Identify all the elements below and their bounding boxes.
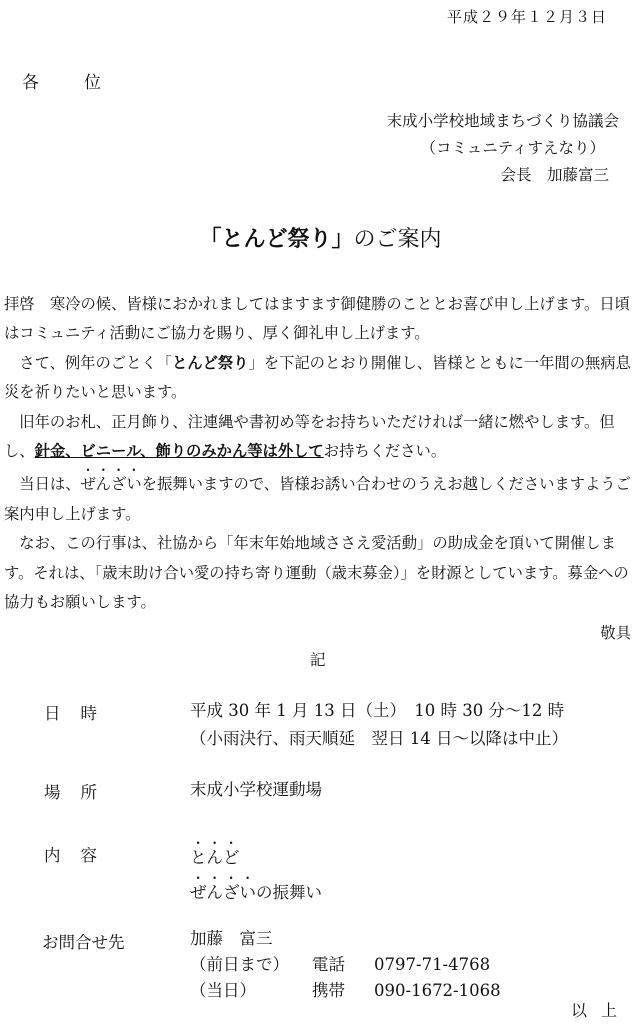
- paragraph-greeting: 拝啓 寒冷の候、皆様におかれましてはますます御健勝のこととお喜び申し上げます。日頃はコミュニティ活動にご協力を賜り、厚く御礼申し上げます。: [4, 295, 630, 343]
- content-zenzai-post: の振舞い: [256, 883, 322, 902]
- p3-text-pre: 旧年のお札、正月飾り、注連縄や書初め等をお持ちいただければ一緒に燃やします。但し、: [4, 412, 615, 461]
- sender-organization: 末成小学校地域まちづくり協議会: [386, 112, 619, 130]
- letter-body: [4, 290, 638, 617]
- title-event-name: 「とんど祭り」: [199, 227, 354, 252]
- title-suffix: のご案内: [353, 227, 442, 252]
- p3-warning: 針金、ビニール、飾りのみかん等は外して: [34, 442, 324, 461]
- content-block: [190, 839, 322, 909]
- sender-block: [387, 108, 619, 189]
- sender-chair: 会長 加藤富三: [500, 166, 609, 184]
- contact-row: [190, 952, 501, 978]
- content-label: 内容: [44, 846, 117, 865]
- p4-text-pre: 当日は、: [19, 475, 81, 494]
- contact-type: 電話: [312, 955, 345, 974]
- datetime-label: 日時: [44, 704, 117, 723]
- p2-text-post: 」を下記のとおり開催し、皆様とともに一年間の無病息災を祈りたいと思います。: [4, 353, 631, 402]
- paragraph-event: [4, 349, 638, 408]
- p2-event-name: とんど祭り: [171, 353, 249, 372]
- p4-zenzai: ぜんざい: [80, 475, 142, 494]
- datetime-block: [190, 697, 568, 753]
- closing-keigu: 敬具: [600, 624, 631, 642]
- p4-text-post: を振舞いますので、皆様お誘い合わせのうえお越しくださいますようご案内申し上げます。: [4, 475, 631, 523]
- datetime-value: 平成 30 年 1 月 13 日（土） 10 時 30 分～12 時: [190, 701, 565, 720]
- page-title: [0, 222, 641, 253]
- contact-when: （前日まで）: [190, 955, 289, 974]
- contact-label: お問合せ先: [42, 933, 125, 952]
- paragraph-funding: なお、この行事は、社協から「年末年始地域ささえ愛活動」の助成金を頂いて開催します。それは、「歳末助け合い愛の持ち寄り運動（歳末募金）」を財源としています。募金への協力もお願いします。: [4, 534, 629, 612]
- paragraph-items: [4, 408, 638, 467]
- content-zenzai: ぜんざい: [190, 883, 256, 902]
- datetime-note: （小雨決行、雨天順延 翌日 14 日～以降は中止）: [190, 729, 568, 748]
- document-date: 平成２９年１２月３日: [446, 8, 607, 26]
- contact-name: 加藤 富三: [190, 929, 273, 948]
- sender-alias: （コミュニティすえなり）: [420, 139, 605, 157]
- p2-text-pre: さて、例年のごとく「: [19, 353, 172, 372]
- contact-number: 0797-71-4768: [374, 955, 491, 974]
- addressee: 各 位: [22, 73, 115, 93]
- contact-type: 携帯: [312, 981, 345, 1000]
- p3-text-post: お持ちください。: [323, 442, 447, 461]
- content-zenzai-line: [190, 874, 322, 909]
- contact-number: 090-1672-1068: [374, 981, 501, 1000]
- content-tondo: とんど: [190, 848, 240, 867]
- notes-marker: 記: [310, 651, 326, 669]
- paragraph-zenzai: [4, 466, 638, 529]
- place-value: 末成小学校運動場: [190, 780, 322, 799]
- place-label: 場所: [44, 783, 117, 802]
- contact-when: （当日）: [190, 981, 256, 1000]
- contact-block: [190, 926, 501, 1004]
- end-mark: 以上: [570, 1001, 631, 1020]
- contact-row: [190, 978, 501, 1004]
